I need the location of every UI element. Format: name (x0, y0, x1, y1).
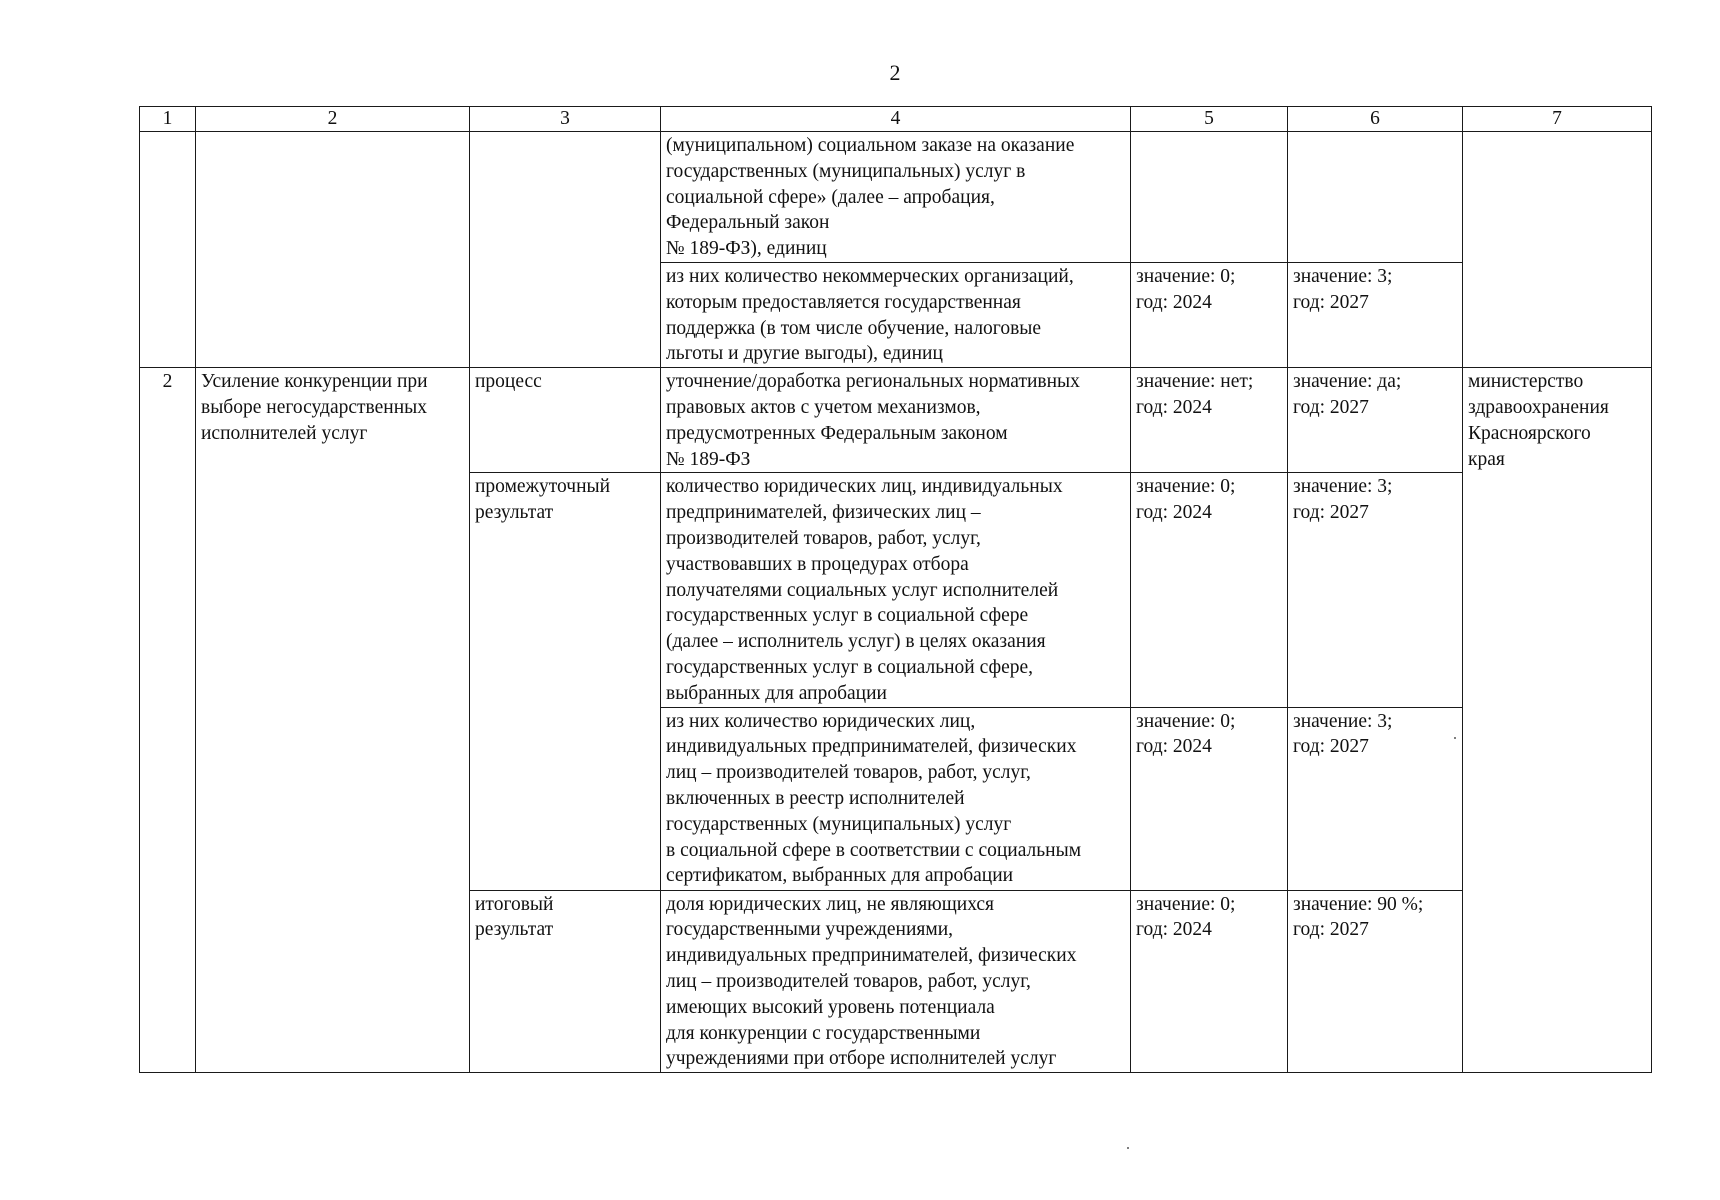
text-line: учреждениями при отборе исполнителей услуг (666, 1048, 1057, 1070)
text-line: государственных услуг в социальной сфере, (666, 656, 1034, 678)
text-line: значение: 0; (1136, 893, 1236, 915)
text-line: доля юридических лиц, не являющихся (666, 893, 995, 915)
text-line: которым предоставляется государственная (666, 291, 1021, 313)
text-line: для конкуренции с государственными (666, 1022, 981, 1044)
text-line: государственными учреждениями, (666, 919, 954, 941)
text-line: лиц – производителей товаров, работ, услуг, (666, 762, 1031, 784)
text-line: правовых актов с учетом механизмов, (666, 396, 981, 418)
text-line: государственных (муниципальных) услуг (666, 813, 1012, 835)
text-line: значение: 90 %; (1293, 893, 1424, 915)
text-line: индивидуальных предпринимателей, физических (666, 736, 1077, 758)
col-header-1: 1 (140, 107, 196, 132)
text-line: результат (475, 919, 554, 941)
base-registry (1131, 707, 1288, 890)
text-line: имеющих высокий уровень потенциала (666, 996, 995, 1018)
cont-col3 (470, 132, 661, 368)
col-header-5: 5 (1131, 107, 1288, 132)
col-header-3: 3 (470, 107, 661, 132)
base-intermediate (1131, 473, 1288, 707)
cont-col1 (140, 132, 196, 368)
text-line: исполнителей услуг (201, 422, 368, 444)
text-line: выбранных для апробации (666, 682, 887, 704)
cont-indicator-a (661, 132, 1131, 263)
cont-base-a (1131, 132, 1288, 263)
text-line: № 189-ФЗ (666, 448, 751, 470)
continuation-row-a (140, 132, 1652, 263)
col-header-7: 7 (1463, 107, 1652, 132)
cont-target-a (1288, 132, 1463, 263)
text-line: промежуточный (475, 476, 611, 498)
text-line: лиц – производителей товаров, работ, услуг, (666, 970, 1031, 992)
text-line: поддержка (в том числе обучение, налоговые (666, 317, 1042, 339)
text-line: (далее – исполнитель услуг) в целях оказания (666, 631, 1046, 653)
text-line: (муниципальном) социальном заказе на оказание (666, 135, 1075, 156)
text-line: выборе негосударственных (201, 396, 427, 418)
text-line: год: 2027 (1293, 502, 1369, 524)
text-line: из них количество юридических лиц, (666, 710, 976, 732)
text-line: Усиление конкуренции при (201, 371, 428, 393)
text-line: индивидуальных предпринимателей, физических (666, 945, 1077, 967)
col-header-2: 2 (196, 107, 470, 132)
text-line: государственных (муниципальных) услуг в (666, 160, 1026, 182)
text-line: значение: 3; (1293, 710, 1393, 732)
row-type-intermediate (470, 473, 661, 890)
indicator-intermediate (661, 473, 1131, 707)
text-line: процесс (475, 371, 542, 393)
text-line: льготы и другие выгоды), единиц (666, 343, 943, 365)
text-line: в социальной сфере в соответствии с социальным (666, 839, 1082, 861)
text-line: предпринимателей, физических лиц – (666, 502, 981, 524)
row-type-process (470, 368, 661, 473)
column-number-row (140, 107, 1652, 132)
base-process (1131, 368, 1288, 473)
text-line: государственных услуг в социальной сфере (666, 605, 1029, 627)
text-line: значение: да; (1293, 371, 1402, 393)
text-line: уточнение/доработка региональных нормативных (666, 371, 1080, 393)
cont-responsible (1463, 132, 1652, 368)
text-line: края (1468, 448, 1505, 470)
text-line: получателями социальных услуг исполнителей (666, 579, 1059, 601)
text-line: год: 2024 (1136, 502, 1212, 524)
target-final (1288, 890, 1463, 1073)
text-line: год: 2027 (1293, 396, 1369, 418)
text-line: здравоохранения (1468, 396, 1609, 418)
col-header-6: 6 (1288, 107, 1463, 132)
text-line: производителей товаров, работ, услуг, (666, 527, 981, 549)
text-line: год: 2024 (1136, 291, 1212, 313)
text-line: предусмотренных Федеральным законом (666, 422, 1008, 444)
text-line: Федеральный закон (666, 212, 830, 234)
text-line: год: 2024 (1136, 736, 1212, 758)
text-line: социальной сфере» (далее – апробация, (666, 186, 995, 208)
col-header-4: 4 (661, 107, 1131, 132)
text-line: Красноярского (1468, 422, 1591, 444)
cont-target-b (1288, 262, 1463, 367)
text-line: итоговый (475, 893, 554, 915)
section2-number: 2 (140, 368, 196, 1073)
text-line: сертификатом, выбранных для апробации (666, 865, 1014, 887)
text-line: значение: нет; (1136, 371, 1254, 393)
target-intermediate (1288, 473, 1463, 707)
text-line: значение: 3; (1293, 265, 1393, 287)
text-line: результат (475, 502, 554, 524)
target-process (1288, 368, 1463, 473)
measures-table (139, 106, 1652, 1073)
section2-responsible (1463, 368, 1652, 1073)
row-type-final (470, 890, 661, 1073)
target-registry (1288, 707, 1463, 890)
indicator-final (661, 890, 1131, 1073)
text-line: год: 2024 (1136, 919, 1212, 941)
text-line: значение: 0; (1136, 265, 1236, 287)
text-line: год: 2027 (1293, 919, 1369, 941)
text-line: значение: 3; (1293, 476, 1393, 498)
scan-speck (1127, 1147, 1129, 1149)
text-line: участвовавших в процедурах отбора (666, 553, 969, 575)
indicator-registry (661, 707, 1131, 890)
base-final (1131, 890, 1288, 1073)
text-line: из них количество некоммерческих организаций, (666, 265, 1074, 287)
text-line: значение: 0; (1136, 710, 1236, 732)
indicator-process (661, 368, 1131, 473)
cont-col2 (196, 132, 470, 368)
text-line: год: 2024 (1136, 396, 1212, 418)
section2-task (196, 368, 470, 1073)
text-line: включенных в реестр исполнителей (666, 787, 965, 809)
page-number: 2 (889, 60, 901, 85)
cont-base-b (1131, 262, 1288, 367)
text-line: № 189-ФЗ), единиц (666, 238, 827, 260)
text-line: количество юридических лиц, индивидуальных (666, 476, 1063, 498)
text-line: год: 2027 (1293, 291, 1369, 313)
text-line: министерство (1468, 371, 1584, 393)
section2-row-process (140, 368, 1652, 473)
scan-speck (1454, 737, 1456, 739)
text-line: значение: 0; (1136, 476, 1236, 498)
text-line: год: 2027 (1293, 736, 1369, 758)
cont-indicator-b (661, 262, 1131, 367)
